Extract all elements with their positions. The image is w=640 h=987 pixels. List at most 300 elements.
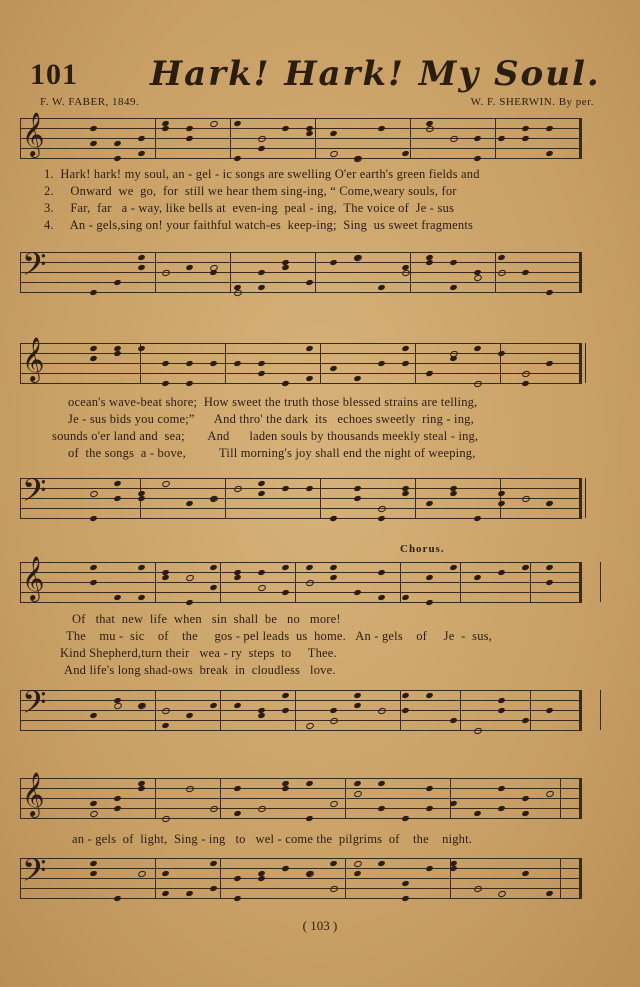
note-head	[305, 564, 313, 571]
note-head	[449, 355, 457, 362]
note-head	[89, 490, 99, 498]
barline	[155, 690, 156, 730]
barline	[220, 778, 221, 818]
note-head	[89, 515, 97, 522]
barline	[400, 562, 401, 602]
note-head	[161, 722, 169, 729]
note-head	[401, 345, 409, 352]
note-head	[137, 564, 145, 571]
note-head	[497, 500, 505, 507]
note-head	[521, 135, 529, 142]
staff-line	[20, 158, 582, 159]
note-head	[113, 279, 121, 286]
barline	[230, 252, 231, 292]
note-head	[377, 360, 385, 367]
barline	[155, 778, 156, 818]
staff-line	[20, 602, 582, 603]
note-head	[425, 500, 433, 507]
note-head	[281, 589, 289, 596]
note-head	[545, 150, 553, 157]
note-head	[521, 717, 529, 724]
staff-line	[20, 262, 582, 263]
note-head	[113, 480, 121, 487]
note-head	[401, 360, 409, 367]
note-head	[353, 692, 361, 699]
note-head	[497, 350, 505, 357]
note-head	[137, 254, 145, 261]
barline	[585, 343, 586, 383]
barline	[450, 778, 451, 818]
note-head	[401, 594, 409, 601]
note-head	[281, 785, 289, 792]
note-head	[137, 785, 145, 792]
barline	[585, 478, 586, 518]
barline	[155, 562, 156, 602]
barline	[20, 690, 21, 730]
barline	[20, 562, 21, 602]
note-head	[497, 785, 505, 792]
note-head	[329, 707, 337, 714]
bass-clef-icon: 𝄢	[22, 248, 47, 290]
note-head	[209, 805, 219, 813]
final-barline	[579, 478, 582, 518]
final-barline	[579, 778, 582, 818]
note-head	[305, 375, 313, 382]
note-head	[209, 564, 217, 571]
note-head	[113, 350, 121, 357]
note-head	[473, 135, 481, 142]
note-head	[89, 125, 97, 132]
note-head	[137, 345, 145, 352]
note-head	[329, 860, 337, 867]
note-head	[353, 780, 361, 787]
note-head	[89, 355, 97, 362]
note-head	[257, 360, 265, 367]
note-head	[473, 810, 481, 817]
barline	[410, 118, 411, 158]
barline	[225, 478, 226, 518]
note-head	[329, 515, 337, 522]
staff-line	[20, 292, 582, 293]
note-head	[137, 870, 147, 878]
note-head	[473, 515, 481, 522]
note-head	[185, 264, 193, 271]
barline	[415, 478, 416, 518]
barline	[415, 343, 416, 383]
barline	[580, 252, 581, 292]
note-head	[545, 125, 553, 132]
treble-staff-3	[20, 558, 582, 602]
barline	[530, 690, 531, 730]
staff-line	[20, 858, 582, 859]
note-head	[377, 515, 385, 522]
lyric-line: And life's long shad-ows break in cloudless love.	[64, 663, 336, 677]
barline	[495, 252, 496, 292]
note-head	[353, 702, 361, 709]
note-head	[89, 289, 97, 296]
note-head	[353, 375, 361, 382]
staff-line	[20, 592, 582, 593]
barline	[560, 858, 561, 898]
note-head	[329, 885, 339, 893]
composer-credit: W. F. SHERWIN. By per.	[470, 96, 594, 108]
bass-staff-3	[20, 686, 582, 730]
note-head	[233, 155, 241, 162]
lyric-line: 3. Far, far a - way, like bells at even-ing peal - ing, The voice of Je - sus	[44, 201, 455, 215]
note-head	[89, 345, 97, 352]
note-head	[497, 707, 505, 714]
staff-line	[20, 118, 582, 119]
note-head	[305, 722, 315, 730]
barline	[530, 562, 531, 602]
lyric-line: 1. Hark! hark! my soul, an - gel - ic songs are swelling O'er earth's green fields and	[44, 167, 480, 181]
note-head	[185, 890, 193, 897]
barline	[155, 858, 156, 898]
note-head	[185, 599, 193, 606]
note-head	[377, 505, 387, 513]
staff-line	[20, 498, 582, 499]
note-head	[185, 135, 193, 142]
final-barline	[579, 858, 582, 898]
note-head	[353, 860, 363, 868]
staff-line	[20, 898, 582, 899]
lyric-line: Of that new life when sin shall be no more!	[72, 612, 341, 626]
note-head	[89, 860, 97, 867]
note-head	[377, 569, 385, 576]
note-head	[545, 289, 553, 296]
staff-line	[20, 720, 582, 721]
note-head	[161, 815, 171, 823]
note-head	[521, 495, 531, 503]
barline	[225, 343, 226, 383]
barline	[20, 478, 21, 518]
note-head	[521, 810, 529, 817]
lyric-line: The mu - sic of the gos - pel leads us home. An - gels of Je - sus,	[66, 629, 493, 643]
note-head	[113, 795, 121, 802]
staff-line	[20, 488, 582, 489]
note-head	[209, 360, 217, 367]
barline	[220, 690, 221, 730]
note-head	[305, 130, 313, 137]
barline	[315, 252, 316, 292]
note-head	[545, 360, 553, 367]
note-head	[401, 707, 409, 714]
note-head	[449, 800, 457, 807]
staff-line	[20, 582, 582, 583]
note-head	[161, 870, 169, 877]
note-head	[473, 727, 483, 735]
note-head	[137, 264, 145, 271]
note-head	[185, 380, 193, 387]
barline	[600, 562, 601, 602]
note-head	[473, 574, 481, 581]
barline	[155, 118, 156, 158]
treble-clef-icon: 𝄞	[22, 339, 45, 381]
note-head	[377, 707, 387, 715]
note-head	[209, 120, 219, 128]
staff-line	[20, 868, 582, 869]
note-head	[449, 717, 457, 724]
barline	[320, 478, 321, 518]
note-head	[161, 707, 171, 715]
note-head	[353, 485, 361, 492]
note-head	[137, 594, 145, 601]
note-head	[329, 564, 337, 571]
note-head	[521, 269, 529, 276]
barline	[500, 343, 501, 383]
treble-staff-2	[20, 339, 582, 383]
bass-clef-icon: 𝄢	[22, 854, 47, 896]
bass-staff-4	[20, 854, 582, 898]
staff-line	[20, 508, 582, 509]
note-head	[425, 370, 433, 377]
staff-line	[20, 343, 582, 344]
note-head	[185, 785, 195, 793]
staff-line	[20, 148, 582, 149]
note-head	[545, 564, 553, 571]
bass-staff-2	[20, 474, 582, 518]
barline	[500, 478, 501, 518]
barline	[155, 252, 156, 292]
chorus-label: Chorus.	[400, 543, 445, 555]
note-head	[113, 805, 121, 812]
note-head	[497, 254, 505, 261]
note-head	[257, 284, 265, 291]
note-head	[209, 269, 217, 276]
note-head	[329, 259, 337, 266]
barline	[345, 778, 346, 818]
staff-line	[20, 128, 582, 129]
note-head	[233, 120, 241, 127]
note-head	[161, 125, 169, 132]
note-head	[521, 380, 529, 387]
treble-clef-icon: 𝄞	[22, 558, 45, 600]
note-head	[497, 269, 507, 277]
note-head	[353, 790, 363, 798]
lyric-line: sounds o'er land and sea; And laden souls by thousands meekly steal - ing,	[52, 429, 479, 443]
note-head	[113, 895, 121, 902]
barline	[20, 858, 21, 898]
note-head	[473, 380, 483, 388]
hymn-title: Hark! Hark! My Soul.	[150, 54, 601, 94]
note-head	[545, 579, 553, 586]
barline	[315, 118, 316, 158]
note-head	[425, 785, 433, 792]
note-head	[497, 697, 505, 704]
note-head	[89, 870, 97, 877]
note-head	[209, 584, 217, 591]
treble-staff-1	[20, 114, 582, 158]
staff-line	[20, 383, 582, 384]
note-head	[497, 805, 505, 812]
barline	[230, 118, 231, 158]
bass-staff-1	[20, 248, 582, 292]
note-head	[521, 370, 531, 378]
note-head	[329, 365, 337, 372]
lyric-line: 2. Onward we go, for still we hear them sing-ing, “ Come,weary souls, for	[44, 184, 457, 198]
page-number: ( 103 )	[302, 918, 338, 933]
note-head	[209, 885, 217, 892]
staff-line	[20, 730, 582, 731]
note-head	[233, 785, 241, 792]
note-head	[161, 480, 171, 488]
note-head	[89, 810, 99, 818]
note-head	[257, 480, 265, 487]
note-head	[329, 130, 337, 137]
note-head	[497, 890, 507, 898]
note-head	[329, 574, 337, 581]
note-head	[425, 692, 433, 699]
note-head	[257, 370, 265, 377]
lyric-line: of the songs a - bove, Till morning's joy shall end the night of weeping,	[68, 446, 476, 460]
note-head	[113, 140, 121, 147]
note-head	[521, 795, 529, 802]
note-head	[329, 800, 339, 808]
note-head	[305, 815, 313, 822]
barline	[460, 690, 461, 730]
note-head	[401, 895, 409, 902]
note-head	[257, 569, 265, 576]
note-head	[185, 574, 195, 582]
note-head	[281, 564, 289, 571]
note-head	[161, 269, 171, 277]
staff-line	[20, 252, 582, 253]
note-head	[401, 880, 409, 887]
note-head	[545, 500, 553, 507]
treble-clef-icon: 𝄞	[22, 114, 45, 156]
note-head	[449, 284, 457, 291]
note-head	[425, 805, 433, 812]
barline	[295, 690, 296, 730]
staff-line	[20, 478, 582, 479]
final-barline	[579, 562, 582, 602]
lyric-line: Je - sus bids you come;” And thro' the dark its echoes sweetly ring - ing,	[68, 412, 474, 426]
note-head	[305, 279, 313, 286]
note-head	[377, 860, 385, 867]
staff-line	[20, 888, 582, 889]
note-head	[401, 815, 409, 822]
note-head	[545, 790, 555, 798]
note-head	[257, 584, 267, 592]
note-head	[281, 707, 289, 714]
note-head	[257, 805, 267, 813]
note-head	[281, 692, 289, 699]
barline	[20, 778, 21, 818]
note-head	[425, 599, 433, 606]
note-head	[329, 717, 339, 725]
staff-line	[20, 518, 582, 519]
note-head	[161, 360, 169, 367]
barline	[20, 252, 21, 292]
note-head	[89, 140, 97, 147]
barline	[20, 118, 21, 158]
note-head	[281, 380, 289, 387]
note-head	[137, 135, 145, 142]
barline	[220, 858, 221, 898]
lyric-line: Kind Shepherd,turn their wea - ry steps to Thee.	[60, 646, 337, 660]
hymn-number: 101	[30, 58, 78, 91]
barline	[600, 690, 601, 730]
barline	[320, 343, 321, 383]
author-credit: F. W. FABER, 1849.	[40, 96, 140, 108]
note-head	[497, 569, 505, 576]
note-head	[449, 259, 457, 266]
staff-line	[20, 562, 582, 563]
note-head	[257, 490, 265, 497]
note-head	[353, 495, 361, 502]
note-head	[89, 579, 97, 586]
note-head	[233, 702, 241, 709]
note-head	[89, 800, 97, 807]
note-head	[209, 860, 217, 867]
note-head	[545, 890, 553, 897]
final-barline	[579, 690, 582, 730]
lyric-line: ocean's wave-beat shore; How sweet the truth those blessed strains are telling,	[68, 395, 478, 409]
note-head	[209, 702, 217, 709]
staff-line	[20, 690, 582, 691]
note-head	[185, 360, 193, 367]
staff-line	[20, 282, 582, 283]
note-head	[113, 495, 121, 502]
staff-line	[20, 798, 582, 799]
staff-line	[20, 818, 582, 819]
staff-line	[20, 363, 582, 364]
note-head	[233, 895, 241, 902]
barline	[495, 118, 496, 158]
note-head	[425, 865, 433, 872]
note-head	[377, 594, 385, 601]
note-head	[449, 135, 459, 143]
staff-line	[20, 778, 582, 779]
note-head	[497, 490, 505, 497]
note-head	[521, 125, 529, 132]
note-head	[449, 564, 457, 571]
note-head	[401, 692, 409, 699]
staff-line	[20, 373, 582, 374]
note-head	[377, 284, 385, 291]
note-head	[425, 259, 433, 266]
note-head	[257, 145, 265, 152]
note-head	[521, 870, 529, 877]
note-head	[281, 125, 289, 132]
barline	[220, 562, 221, 602]
staff-line	[20, 878, 582, 879]
note-head	[305, 345, 313, 352]
note-head	[161, 890, 169, 897]
lyric-line: an - gels of light, Sing - ing to wel - come the pilgrims of the night.	[72, 832, 473, 846]
note-head	[113, 594, 121, 601]
note-head	[233, 485, 243, 493]
note-head	[329, 150, 339, 158]
note-head	[233, 810, 241, 817]
note-head	[305, 780, 313, 787]
note-head	[377, 805, 385, 812]
note-head	[113, 155, 121, 162]
note-head	[89, 712, 97, 719]
note-head	[401, 150, 409, 157]
barline	[20, 343, 21, 383]
note-head	[137, 150, 145, 157]
note-head	[473, 345, 481, 352]
note-head	[377, 125, 385, 132]
note-head	[497, 135, 505, 142]
note-head	[545, 707, 553, 714]
treble-clef-icon: 𝄞	[22, 774, 45, 816]
note-head	[185, 712, 193, 719]
bass-clef-icon: 𝄢	[22, 686, 47, 728]
barline	[580, 118, 581, 158]
note-head	[473, 885, 483, 893]
